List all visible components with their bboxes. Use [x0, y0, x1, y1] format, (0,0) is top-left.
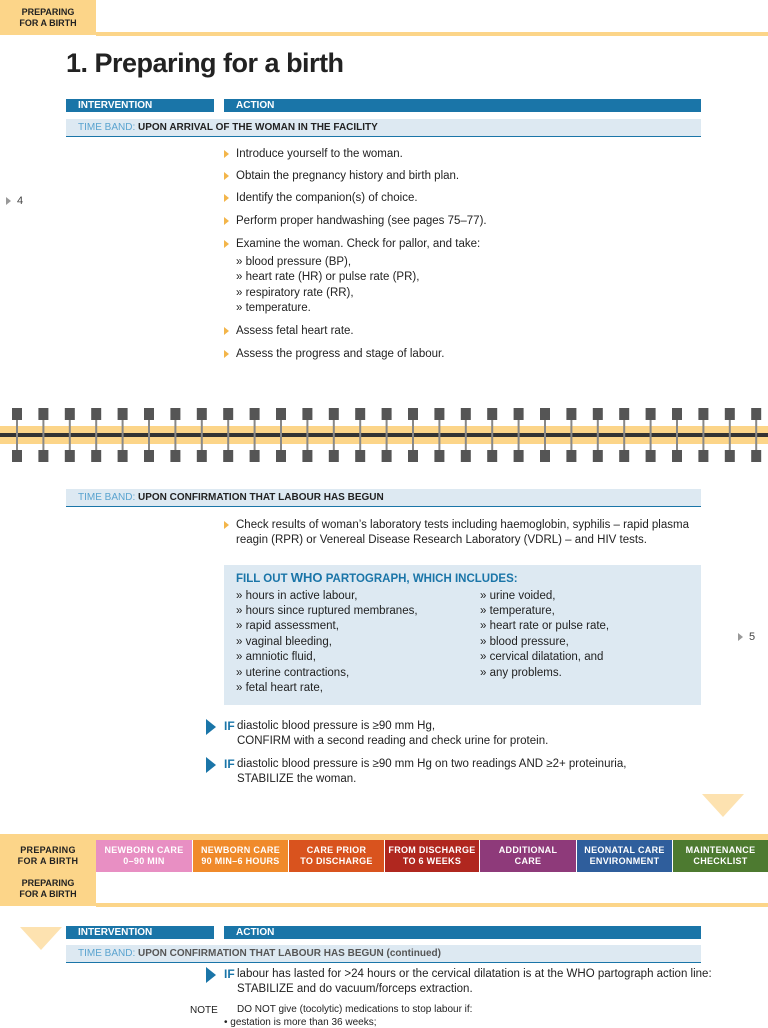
if3-line1: labour has lasted for >24 hours or the cervical dilatation is at the WHO partograph action line:	[237, 968, 712, 980]
binding-ring	[487, 450, 497, 462]
binding-ring	[170, 408, 180, 420]
binding-ring	[91, 408, 101, 420]
if2-line2: STABILIZE the woman.	[237, 773, 357, 785]
nav-tab[interactable]: MAINTENANCE CHECKLIST	[673, 840, 768, 872]
time-band-text: UPON CONFIRMATION THAT LABOUR HAS BEGUN (continued)	[138, 948, 441, 959]
page-arrow-icon	[738, 633, 743, 641]
binding-wire	[729, 420, 731, 450]
binding-ring	[197, 408, 207, 420]
binding-ring	[118, 450, 128, 462]
binding-wire	[122, 420, 124, 450]
bullet-arrow-icon	[224, 217, 229, 225]
binding-ring	[91, 450, 101, 462]
binding-wire	[650, 420, 652, 450]
if-keyword: IF	[224, 757, 235, 771]
page-number-left: 4	[6, 195, 23, 207]
bullet-arrow-icon	[224, 150, 229, 158]
binding-ring	[65, 450, 75, 462]
binding-ring	[408, 408, 418, 420]
nav-tab[interactable]: FROM DISCHARGE TO 6 WEEKS	[385, 840, 479, 872]
page-turn-icon	[20, 927, 62, 950]
binding-wire	[16, 420, 18, 450]
binding-ring	[461, 450, 471, 462]
binding-wire	[359, 420, 361, 450]
binding-ring	[197, 450, 207, 462]
binding-ring	[355, 450, 365, 462]
nav-tab[interactable]: ADDITIONAL CARE	[480, 840, 576, 872]
page-arrow-icon	[6, 197, 11, 205]
binding-ring	[170, 450, 180, 462]
note-line2: • gestation is more than 36 weeks;	[224, 1017, 377, 1028]
binding-wire	[412, 420, 414, 450]
partograph-item: » rapid assessment,	[236, 620, 339, 632]
binding-ring	[566, 408, 576, 420]
bullet-arrow-icon	[224, 172, 229, 180]
if-keyword: IF	[224, 719, 235, 733]
binding-ring	[619, 408, 629, 420]
time-band-continued	[66, 945, 701, 963]
if-arrow-icon	[206, 967, 216, 983]
time-band-label: TIME BAND:	[78, 492, 136, 503]
binding-ring	[329, 450, 339, 462]
binding-wire	[148, 420, 150, 450]
binding-ring	[250, 450, 260, 462]
header-rule	[96, 32, 768, 36]
binding-wire	[676, 420, 678, 450]
binding-ring	[408, 450, 418, 462]
binding-ring	[566, 450, 576, 462]
binding-ring	[355, 408, 365, 420]
vital-item: » blood pressure (BP),	[236, 256, 352, 268]
binding-ring	[118, 408, 128, 420]
partograph-item: » temperature,	[480, 605, 555, 617]
time-band-text: UPON ARRIVAL OF THE WOMAN IN THE FACILITY	[138, 122, 378, 133]
binding-wire	[386, 420, 388, 450]
partograph-item: » hours in active labour,	[236, 590, 358, 602]
nav-tab[interactable]: NEONATAL CARE ENVIRONMENT	[577, 840, 672, 872]
binding-ring	[698, 450, 708, 462]
vital-item: » heart rate (HR) or pulse rate (PR),	[236, 271, 420, 283]
binding-ring	[461, 408, 471, 420]
binding-ring	[672, 408, 682, 420]
if-arrow-icon	[206, 719, 216, 735]
binding-wire	[95, 420, 97, 450]
binding-wire	[174, 420, 176, 450]
binding-ring	[144, 450, 154, 462]
binding-wire	[755, 420, 757, 450]
if-arrow-icon	[206, 757, 216, 773]
if2-line1: diastolic blood pressure is ≥90 mm Hg on two readings AND ≥2+ proteinuria,	[237, 758, 627, 770]
partograph-title: FILL OUT WHO PARTOGRAPH, WHICH INCLUDES:	[236, 570, 518, 585]
binding-ring	[672, 450, 682, 462]
vital-item: » respiratory rate (RR),	[236, 287, 354, 299]
binding-ring	[725, 450, 735, 462]
partograph-item: » heart rate or pulse rate,	[480, 620, 610, 632]
bullet-arrow-icon	[224, 350, 229, 358]
binding-ring	[751, 450, 761, 462]
header-rule	[96, 903, 768, 907]
binding-wire	[518, 420, 520, 450]
binding-ring	[223, 408, 233, 420]
partograph-item: » uterine contractions,	[236, 667, 350, 679]
binding-ring	[12, 450, 22, 462]
section-tab[interactable]	[0, 0, 96, 35]
binding-ring	[514, 408, 524, 420]
binding-ring	[434, 408, 444, 420]
binding-ring	[487, 408, 497, 420]
bullet-arrow-icon	[224, 194, 229, 202]
binding-ring	[38, 408, 48, 420]
binding-ring	[144, 408, 154, 420]
binding-ring	[434, 450, 444, 462]
binding-ring	[382, 450, 392, 462]
if3-line2: STABILIZE and do vacuum/forceps extraction.	[237, 983, 473, 995]
binding-wire	[438, 420, 440, 450]
partograph-item: » amniotic fluid,	[236, 651, 316, 663]
binding-ring	[38, 450, 48, 462]
binding-ring	[12, 408, 22, 420]
section-tab-line2: FOR A BIRTH	[19, 17, 77, 28]
binding-wire	[623, 420, 625, 450]
binding-ring	[382, 408, 392, 420]
if-keyword: IF	[224, 967, 235, 981]
intervention-header: INTERVENTION	[66, 926, 214, 939]
binding-wire	[254, 420, 256, 450]
partograph-item: » blood pressure,	[480, 636, 569, 648]
binding-wire	[201, 420, 203, 450]
binding-ring	[698, 408, 708, 420]
nav-tab[interactable]: CARE PRIOR TO DISCHARGE	[289, 840, 384, 872]
binding-wire	[570, 420, 572, 450]
spiral-binding	[0, 404, 768, 466]
partograph-item: » urine voided,	[480, 590, 556, 602]
partograph-item: » any problems.	[480, 667, 562, 679]
lab-item-line2: reagin (RPR) or Venereal Disease Research Laboratory (VDRL) – and HIV tests.	[236, 534, 647, 546]
time-band-labour	[66, 489, 701, 507]
binding-wire	[465, 420, 467, 450]
section-tab-line1: PREPARING	[21, 6, 75, 17]
binding-ring	[302, 450, 312, 462]
binding-wire	[42, 420, 44, 450]
nav-tab[interactable]: NEWBORN CARE 90 MIN–6 HOURS	[193, 840, 288, 872]
partograph-item: » vaginal bleeding,	[236, 636, 332, 648]
binding-ring	[540, 408, 550, 420]
bullet-arrow-icon	[224, 521, 229, 529]
binding-ring	[329, 408, 339, 420]
time-band-arrival	[66, 119, 701, 137]
partograph-item: » cervical dilatation, and	[480, 651, 604, 663]
bullet-arrow-icon	[224, 327, 229, 335]
page-turn-icon	[702, 794, 744, 817]
binding-ring	[646, 450, 656, 462]
if1-line2: CONFIRM with a second reading and check urine for protein.	[237, 735, 549, 747]
action-header: ACTION	[224, 99, 701, 112]
binding-ring	[65, 408, 75, 420]
binding-wire	[333, 420, 335, 450]
binding-ring	[250, 408, 260, 420]
vital-item: » temperature.	[236, 302, 311, 314]
nav-tab[interactable]: NEWBORN CARE 0–90 MIN	[96, 840, 192, 872]
action-header: ACTION	[224, 926, 701, 939]
binding-ring	[751, 408, 761, 420]
nav-tab[interactable]: PREPARING FOR A BIRTH	[0, 840, 96, 872]
page-title: 1. Preparing for a birth	[66, 48, 344, 78]
binding-ring	[593, 408, 603, 420]
binding-wire	[280, 420, 282, 450]
partograph-item: » hours since ruptured membranes,	[236, 605, 418, 617]
page-number-right: 5	[738, 631, 755, 643]
binding-wire	[597, 420, 599, 450]
time-band-label: TIME BAND:	[78, 122, 136, 133]
note-line1: DO NOT give (tocolytic) medications to stop labour if:	[237, 1004, 473, 1015]
binding-ring	[540, 450, 550, 462]
section-tab[interactable]: PREPARING FOR A BIRTH	[0, 872, 96, 906]
binding-ring	[302, 408, 312, 420]
binding-ring	[223, 450, 233, 462]
binding-wire	[491, 420, 493, 450]
binding-ring	[619, 450, 629, 462]
binding-ring	[646, 408, 656, 420]
time-band-label: TIME BAND:	[78, 948, 136, 959]
binding-wire	[227, 420, 229, 450]
bullet-arrow-icon	[224, 240, 229, 248]
if1-line1: diastolic blood pressure is ≥90 mm Hg,	[237, 720, 436, 732]
binding-ring	[725, 408, 735, 420]
note-label: NOTE	[190, 1005, 218, 1016]
binding-wire	[69, 420, 71, 450]
binding-wire	[702, 420, 704, 450]
partograph-item: » fetal heart rate,	[236, 682, 323, 694]
binding-ring	[593, 450, 603, 462]
binding-ring	[276, 450, 286, 462]
binding-wire	[544, 420, 546, 450]
time-band-text: UPON CONFIRMATION THAT LABOUR HAS BEGUN	[138, 492, 384, 503]
binding-ring	[276, 408, 286, 420]
intervention-header: INTERVENTION	[66, 99, 214, 112]
binding-ring	[514, 450, 524, 462]
binding-wire	[306, 420, 308, 450]
